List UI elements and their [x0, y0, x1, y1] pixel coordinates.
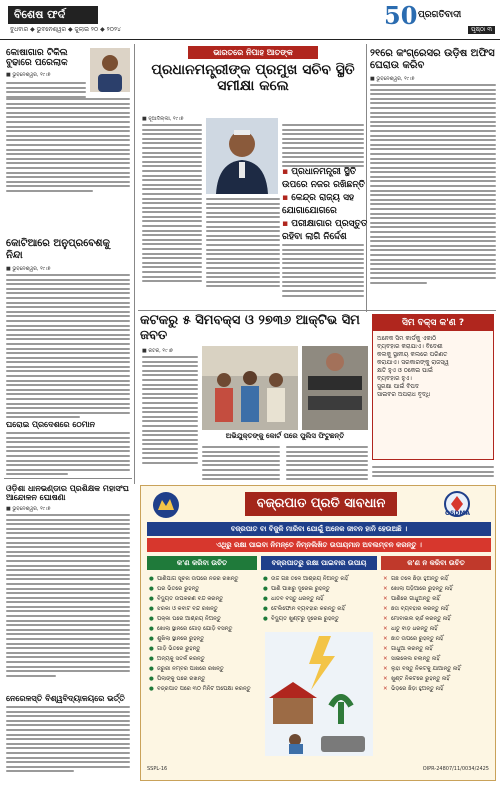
masthead [0, 0, 500, 40]
article-headline: କୋଟିଆରେ ଅନୁପ୍ରବେଶକୁ ନିନ୍ଦା [6, 238, 110, 261]
highlight-item: ▪ ପରୀକ୍ଷାଗାର ପ୍ରସ୍ତୁତ ରହିବା ଲାଗି ନିର୍ଦ୍ଦେଶ [282, 218, 368, 244]
byline: ■ କଟକ, ୧୯।୭ [142, 348, 173, 354]
main-headline: ପ୍ରଧାନମନ୍ତ୍ରୀଙ୍କ ପ୍ରମୁଖ ସଚିବ ସ୍ଥିତି ସମୀକ୍ଷା କଲେ [151, 62, 355, 95]
advert-subtitle: ବଜ୍ରପାତ ବା ବିଜୁଳି ମାରିବା ଯୋଗୁଁ ଅନେକ ଜୀବନ ହାନି ହେଉଅଛି । [147, 522, 491, 536]
sim-arrest-photo [202, 346, 298, 430]
article-body [286, 446, 368, 483]
portrait-image [90, 48, 130, 92]
column-divider [134, 44, 135, 484]
article-body [6, 98, 130, 194]
dont-item: ✕ ପାଣିରେ ଗାଧୁଅନ୍ତୁ ନାହିଁ [381, 594, 491, 604]
middle-list [261, 574, 377, 624]
lightning-illustration-icon [265, 632, 373, 756]
sim-box-title: ସିମ ବକ୍ସ କ'ଣ ? [373, 315, 493, 331]
anniversary-logo: 50 [384, 1, 418, 30]
sim-box-line: କଲକୁ ସ୍ଥାନୀୟ କଲରେ ପରିଣତ [377, 351, 448, 358]
dont-item: ✕ ଛାତ ଉପରେ ରୁହନ୍ତୁ ନାହିଁ [381, 634, 491, 644]
byline: ■ ନୂଆଦିଲ୍ଲୀ, ୧୯।୭ [142, 116, 184, 122]
newspaper-name: ପ୍ରଗତିବାଦୀ [418, 10, 462, 20]
sim-box-line: ସୁରକ୍ଷା ପାଇଁ ବିପଦ [377, 383, 420, 390]
safety-item: ● ଟେଲିଫୋନ ବ୍ୟବହାର କରନ୍ତୁ ନାହିଁ [261, 604, 377, 614]
dont-item: ✕ ଧାତୁ ବାଡ଼ ଧରନ୍ତୁ ନାହିଁ [381, 624, 491, 634]
portrait-photo [90, 48, 130, 92]
do-item: ● ଗାଡ଼ି ଭିତରେ ରୁହନ୍ତୁ [147, 644, 257, 654]
dont-list [381, 574, 491, 694]
sim-equipment-photo [302, 346, 368, 430]
article-body [206, 198, 280, 290]
safety-item: ● ପାଣି ପାଖରୁ ଦୂରେଇ ରୁହନ୍ତୁ [261, 584, 377, 594]
section-label: ବିଶେଷ ଫର୍ଦ [8, 6, 98, 24]
dont-item: ✕ ଗଛ ତଳେ ଛିଡ଼ା ହୁଅନ୍ତୁ ନାହିଁ [381, 574, 491, 584]
article-headline: କୋଷାଗାର ଟିକିଲ ବୁଢାରେ ପରେଲାକ [6, 48, 68, 69]
byline: ■ ଭୁବନେଶ୍ୱର, ୧୯।୭ [370, 76, 415, 82]
dont-item: ✕ ଖୋଲା ପଡ଼ିଆରେ ରୁହନ୍ତୁ ନାହିଁ [381, 584, 491, 594]
do-item: ● ବିଦ୍ୟୁତ ଉପକରଣ ବନ୍ଦ କରନ୍ତୁ [147, 594, 257, 604]
article-body [6, 432, 130, 478]
safety-item: ● ବିଦ୍ୟୁତ ଖୁଣ୍ଟରୁ ଦୂରେଇ ରୁହନ୍ତୁ [261, 614, 377, 624]
article-body [372, 466, 494, 480]
sim-box-explainer [372, 314, 494, 460]
arrested-people-image [202, 346, 298, 430]
main-kicker: ଭାରତରେ ନିପାହ ଆତଙ୍କ [188, 46, 318, 59]
advert-code-right: OIPR-24807/11/0034/2425 [422, 766, 489, 772]
article-body [282, 124, 364, 170]
page-number: ପୃଷ୍ଠା ୩ [468, 26, 495, 34]
main-highlights [282, 166, 368, 244]
dont-item: ✕ ମୋବାଇଲ ଚାର୍ଜ କରନ୍ତୁ ନାହିଁ [381, 614, 491, 624]
sim-equipment-image [302, 346, 368, 430]
main-photo [206, 118, 278, 194]
dont-item: ✕ ଖୁଣ୍ଟ ନିକଟରେ ରୁହନ୍ତୁ ନାହିଁ [381, 674, 491, 684]
do-item: ● ପିଲାଙ୍କୁ ଘରେ ରଖନ୍ତୁ [147, 674, 257, 684]
do-item: ● ପକ୍କା ଘରେ ଆଶ୍ରୟ ନିଅନ୍ତୁ [147, 614, 257, 624]
sim-headline: କଟକରୁ ୫ ସିମବକ୍ସ ଓ ୨୭୩୬ ଆକ୍ଟିଭ ସିମ ଜବତ [140, 313, 360, 343]
sim-box-line: ବ୍ୟବହାର ହୁଏ। [377, 375, 412, 382]
dont-item: ✕ ଛତା ବ୍ୟବହାର କରନ୍ତୁ ନାହିଁ [381, 604, 491, 614]
lightning-safety-advert [140, 485, 496, 781]
article-body [142, 124, 202, 285]
sim-box-line: ବ୍ୟବହାର କରାଯାଏ। ବିଦେଶୀ [377, 343, 443, 350]
sim-box-line: ଅନେକ ସିମ କାର୍ଡକୁ ଏକାଠି [377, 335, 437, 342]
do-item: ● ଖୋଲା ସ୍ଥାନରେ ଗୋଡ଼ ଯୋଡ଼ି ବସନ୍ତୁ [147, 624, 257, 634]
middle-column-header: ବଜ୍ରପାତରୁ ରକ୍ଷା ପାଇବାର ଉପାୟ [261, 556, 377, 570]
do-item: ● ଜରୁରୀ ନମ୍ବର ପାଖରେ ରଖନ୍ତୁ [147, 664, 257, 674]
article-headline: ନେରେଳସ୍ତି ବିଶ୍ୱବିଦ୍ୟାଳୟରେ ଭର୍ତ୍ତି [6, 694, 125, 703]
article-body [282, 244, 364, 299]
dont-item: ✕ ସାଇକେଲ ଚଲାନ୍ତୁ ନାହିଁ [381, 654, 491, 664]
dont-item: ✕ ଭିଡ଼ରେ ଛିଡ଼ା ହୁଅନ୍ତୁ ନାହିଁ [381, 684, 491, 694]
safety-item: ● ଉଚ୍ଚ ଗଛ ତଳେ ଆଶ୍ରୟ ନିଅନ୍ତୁ ନାହିଁ [261, 574, 377, 584]
article-headline: ୨୧ରେ କଂଗ୍ରେସର ଉଡ଼ିଷ ଅଫିସ ଘେରାଉ କରିବ [370, 48, 495, 71]
article-body [6, 274, 130, 421]
dont-item: ✕ ଲୁହା ବସ୍ତୁ ନିକଟକୁ ଯାଆନ୍ତୁ ନାହିଁ [381, 664, 491, 674]
do-item: ● ବଜ୍ରପାତ ପରେ ୩୦ ମିନିଟ ଅପେକ୍ଷା କରନ୍ତୁ [147, 684, 257, 694]
advert-subtitle: ଏଥିରୁ ରକ୍ଷା ପାଇବା ନିମନ୍ତେ ନିମ୍ନଲିଖିତ ଉପାୟମାନ ଅବଲମ୍ବନ କରନ୍ତୁ । [147, 538, 491, 552]
article-body [370, 84, 496, 286]
sim-box-line: ସାଇବର ଅପରାଧ ବୃଦ୍ଧି [377, 391, 431, 398]
advert-title: ବଜ୍ରପାତ ପ୍ରତି ସାବଧାନ [245, 492, 397, 516]
photo-caption: ଅଭିଯୁକ୍ତଙ୍କୁ କୋର୍ଟ ପରେ ପୁଲିସ ଫିଟୁଛନ୍ତି [225, 432, 345, 440]
do-item: ● ଝରକା ଓ କବାଟ ବନ୍ଦ ରଖନ୍ତୁ [147, 604, 257, 614]
section-divider [4, 478, 132, 479]
do-item: ● ଘର ଭିତରେ ରୁହନ୍ତୁ [147, 584, 257, 594]
article-headline: ଘରୋଇ ପ୍ରଦେଶରେ ଠେମାନ [6, 420, 96, 429]
byline: ■ ଭୁବନେଶ୍ୱର, ୧୯।୭ [6, 72, 51, 78]
advert-code-left: SSPL-16 [147, 766, 168, 772]
do-item: ● ଶୁଖିଲା ସ୍ଥାନରେ ରୁହନ୍ତୁ [147, 634, 257, 644]
osdma-label: OSDMA [445, 510, 471, 517]
dont-column-header: କ'ଣ ନ କରିବା ଉଚିତ [381, 556, 491, 570]
sim-box-line: କରାଯାଏ। ସରକାରଙ୍କୁ ରାଜସ୍ୱ [377, 359, 449, 366]
article-body [6, 706, 130, 775]
article-headline: ଓଡ଼ିଶା ଧାନଭଣ୍ଡାର ପ୍ରଶିକ୍ଷକ ମହାସଂଘ ଆନ୍ଦୋଳନ ଘୋଷଣା [6, 484, 129, 503]
highlight-item: ▪ ପ୍ରଧାନମନ୍ତ୍ରୀ ସ୍ଥିତି ଉପରେ ନଜର ରଖିଛନ୍ତି [282, 166, 368, 192]
section-divider [138, 310, 496, 311]
dateline: ବୁଧବାର ◆ ଭୁବନେଶ୍ୱର ◆ ଜୁଲାଇ ୨୦ ◆ ୨୦୨୪ [10, 26, 121, 33]
article-body [202, 446, 280, 483]
article-body [6, 514, 130, 679]
do-item: ● ଅନ୍ୟକୁ ସତର୍କ କରନ୍ତୁ [147, 654, 257, 664]
do-column-header: କ'ଣ କରିବା ଉଚିତ [147, 556, 257, 570]
article-body [142, 356, 198, 466]
byline: ■ ଭୁବନେଶ୍ୱର, ୧୯।୭ [6, 266, 51, 272]
advert-footer [141, 766, 495, 772]
sim-box-line: କ୍ଷତି ହୁଏ ଓ ଠକେଇ ପାଇଁ [377, 367, 433, 374]
do-item: ● ପାଣିପାଗ ସୂଚନା ଉପରେ ନଜର ରଖନ୍ତୁ [147, 574, 257, 584]
official-portrait-image [206, 118, 278, 194]
highlight-item: ▪ କେନ୍ଦ୍ର ରାଜ୍ୟ ସହ ଯୋଗାଯୋଗରେ [282, 192, 368, 218]
safety-item: ● ଧାତବ ବସ୍ତୁ ଧରନ୍ତୁ ନାହିଁ [261, 594, 377, 604]
do-list [147, 574, 257, 694]
odisha-emblem-icon [149, 490, 183, 520]
dont-item: ✕ ଗାଧୁଆ କରନ୍ତୁ ନାହିଁ [381, 644, 491, 654]
byline: ■ ଭୁବନେଶ୍ୱର, ୧୯।୭ [6, 506, 51, 512]
